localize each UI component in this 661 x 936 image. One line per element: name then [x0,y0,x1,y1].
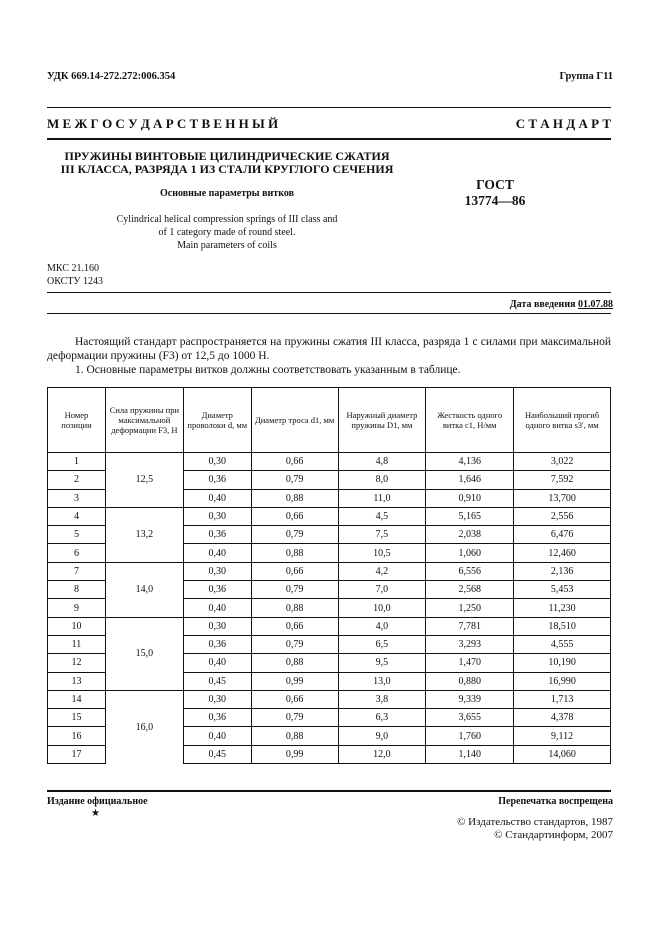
classification-codes [47,262,103,288]
table-row [48,507,611,525]
cell-max-deflection: 13,700 [514,489,611,507]
cell-outer-diameter: 4,0 [338,617,426,635]
cell-max-deflection: 2,556 [514,507,611,525]
cell-outer-diameter: 7,0 [338,581,426,599]
cell-max-deflection: 11,230 [514,599,611,617]
cell-wire-diameter: 0,30 [183,453,251,471]
top-rule [47,107,611,108]
cell-stiffness: 1,470 [426,654,514,672]
cell-max-deflection: 5,453 [514,581,611,599]
cell-wire-diameter: 0,36 [183,709,251,727]
cell-stiffness: 7,781 [426,617,514,635]
cell-rope-diameter: 0,66 [251,453,338,471]
cell-outer-diameter: 11,0 [338,489,426,507]
cell-stiffness: 9,339 [426,690,514,708]
cell-outer-diameter: 10,0 [338,599,426,617]
table-header-row [48,388,611,453]
col-rope-diameter: Диаметр троса d1, мм [251,388,338,453]
cell-outer-diameter: 4,2 [338,562,426,580]
cell-stiffness: 1,646 [426,471,514,489]
star-icon: ★ [91,808,100,819]
copyright-1: © Издательство стандартов, 1987 [457,816,613,828]
cell-rope-diameter: 0,66 [251,562,338,580]
cell-rope-diameter: 0,79 [251,581,338,599]
cell-max-deflection: 4,555 [514,635,611,653]
cell-max-deflection: 18,510 [514,617,611,635]
cell-stiffness: 3,655 [426,709,514,727]
standard-banner [47,116,611,132]
cell-outer-diameter: 13,0 [338,672,426,690]
cell-position: 3 [48,489,106,507]
cell-stiffness: 5,165 [426,507,514,525]
cell-position: 10 [48,617,106,635]
cell-max-deflection: 4,378 [514,709,611,727]
col-stiffness: Жесткость одного витка c1, Н/мм [426,388,514,453]
banner-rule [47,138,611,140]
copyright-2: © Стандартинформ, 2007 [494,829,613,841]
cell-force: 12,5 [105,453,183,508]
cell-position: 13 [48,672,106,690]
subtitle: Основные параметры витков [160,188,294,199]
cell-max-deflection: 14,060 [514,745,611,763]
cell-rope-diameter: 0,79 [251,526,338,544]
parameters-table [47,387,611,764]
cell-rope-diameter: 0,79 [251,471,338,489]
cell-rope-diameter: 0,79 [251,709,338,727]
cell-stiffness: 0,910 [426,489,514,507]
cell-stiffness: 3,293 [426,635,514,653]
cell-max-deflection: 6,476 [514,526,611,544]
date-rule [47,313,611,314]
cell-position: 1 [48,453,106,471]
cell-stiffness: 4,136 [426,453,514,471]
okstu-code: ОКСТУ 1243 [47,276,104,287]
copyright-block [457,816,613,842]
cell-outer-diameter: 4,5 [338,507,426,525]
cell-stiffness: 2,038 [426,526,514,544]
cell-wire-diameter: 0,36 [183,635,251,653]
cell-force: 15,0 [105,617,183,690]
cell-max-deflection: 16,990 [514,672,611,690]
table-row [48,617,611,635]
cell-outer-diameter: 3,8 [338,690,426,708]
udk-code: УДК 669.14-272.272:006.354 [47,71,176,82]
cell-max-deflection: 10,190 [514,654,611,672]
cell-position: 6 [48,544,106,562]
gost-label [440,177,550,209]
intro-date [510,299,613,310]
cell-wire-diameter: 0,30 [183,562,251,580]
cell-position: 15 [48,709,106,727]
intro-date-value: 01.07.88 [578,299,613,310]
cell-max-deflection: 3,022 [514,453,611,471]
cell-rope-diameter: 0,66 [251,690,338,708]
english-title [47,213,407,252]
cell-position: 4 [48,507,106,525]
cell-rope-diameter: 0,66 [251,507,338,525]
cell-stiffness: 1,140 [426,745,514,763]
cell-wire-diameter: 0,30 [183,690,251,708]
cell-outer-diameter: 12,0 [338,745,426,763]
col-outer-diameter: Наружный диаметр пружины D1, мм [338,388,426,453]
cell-wire-diameter: 0,36 [183,471,251,489]
cell-wire-diameter: 0,40 [183,727,251,745]
cell-max-deflection: 7,592 [514,471,611,489]
cell-wire-diameter: 0,36 [183,526,251,544]
cell-position: 2 [48,471,106,489]
banner-interstate: М Е Ж Г О С У Д А Р С Т В Е Н Н Ы Й [47,116,279,131]
title-line-1: ПРУЖИНЫ ВИНТОВЫЕ ЦИЛИНДРИЧЕСКИЕ СЖАТИЯ [64,149,390,163]
cell-max-deflection: 9,112 [514,727,611,745]
cell-outer-diameter: 6,5 [338,635,426,653]
gost-number: 13774—86 [464,193,526,208]
cell-stiffness: 0,880 [426,672,514,690]
cell-outer-diameter: 8,0 [338,471,426,489]
cell-wire-diameter: 0,45 [183,672,251,690]
footer-rule [47,790,611,792]
cell-rope-diameter: 0,88 [251,599,338,617]
cell-wire-diameter: 0,40 [183,544,251,562]
col-position: Номер позиции [48,388,106,453]
cell-rope-diameter: 0,99 [251,672,338,690]
cell-position: 9 [48,599,106,617]
cell-position: 5 [48,526,106,544]
cell-wire-diameter: 0,40 [183,654,251,672]
cell-force: 14,0 [105,562,183,617]
cell-rope-diameter: 0,79 [251,635,338,653]
cell-max-deflection: 1,713 [514,690,611,708]
cell-position: 8 [48,581,106,599]
cell-max-deflection: 2,136 [514,562,611,580]
intro-date-label: Дата введения [509,299,576,310]
cell-outer-diameter: 10,5 [338,544,426,562]
col-wire-diameter: Диаметр проволоки d, мм [183,388,251,453]
title-line-2: III КЛАССА, РАЗРЯДА 1 ИЗ СТАЛИ КРУГЛОГО СЕЧЕНИЯ [60,162,394,176]
cell-stiffness: 6,556 [426,562,514,580]
gost-word: ГОСТ [476,177,514,192]
cell-force: 16,0 [105,690,183,763]
table-reference-paragraph: 1. Основные параметры витков должны соответствовать указанным в таблице. [75,364,461,376]
cell-rope-diameter: 0,88 [251,654,338,672]
cell-stiffness: 1,060 [426,544,514,562]
cell-outer-diameter: 9,5 [338,654,426,672]
cell-position: 14 [48,690,106,708]
cell-rope-diameter: 0,88 [251,544,338,562]
cell-position: 11 [48,635,106,653]
table-row [48,690,611,708]
cell-rope-diameter: 0,66 [251,617,338,635]
table-row [48,562,611,580]
cell-position: 12 [48,654,106,672]
title-block [47,150,407,252]
cell-position: 7 [48,562,106,580]
cell-rope-diameter: 0,99 [251,745,338,763]
cell-wire-diameter: 0,40 [183,599,251,617]
cell-wire-diameter: 0,40 [183,489,251,507]
official-edition: Издание официальное [47,796,148,807]
group-code: Группа Г11 [559,71,613,82]
reprint-prohibited: Перепечатка воспрещена [498,796,613,807]
cell-stiffness: 1,760 [426,727,514,745]
cell-rope-diameter: 0,88 [251,489,338,507]
cell-rope-diameter: 0,88 [251,727,338,745]
english-line-2: of 1 category made of round steel. [158,227,296,238]
cell-outer-diameter: 7,5 [338,526,426,544]
cell-wire-diameter: 0,36 [183,581,251,599]
cell-force: 13,2 [105,507,183,562]
mks-code: МКС 21.160 [47,263,99,274]
codes-rule [47,292,611,293]
cell-stiffness: 1,250 [426,599,514,617]
cell-wire-diameter: 0,30 [183,507,251,525]
cell-position: 16 [48,727,106,745]
cell-outer-diameter: 9,0 [338,727,426,745]
cell-wire-diameter: 0,30 [183,617,251,635]
english-line-3: Main parameters of coils [177,240,277,251]
col-force: Сила пружины при максимальной деформации F3, Н [105,388,183,453]
cell-wire-diameter: 0,45 [183,745,251,763]
cell-outer-diameter: 6,3 [338,709,426,727]
english-line-1: Cylindrical helical compression springs of III class and [116,214,338,225]
col-max-deflection: Наибольший прогиб одного витка s3', мм [514,388,611,453]
cell-max-deflection: 12,460 [514,544,611,562]
cell-outer-diameter: 4,8 [338,453,426,471]
intro-paragraph: Настоящий стандарт распространяется на пружины сжатия III класса, разряда 1 с силами при максимальной деформации пружины (F3) от 12,5 до 1000 Н. [47,336,611,362]
cell-stiffness: 2,568 [426,581,514,599]
cell-position: 17 [48,745,106,763]
table-row [48,453,611,471]
banner-standard: С Т А Н Д А Р Т [515,116,611,131]
